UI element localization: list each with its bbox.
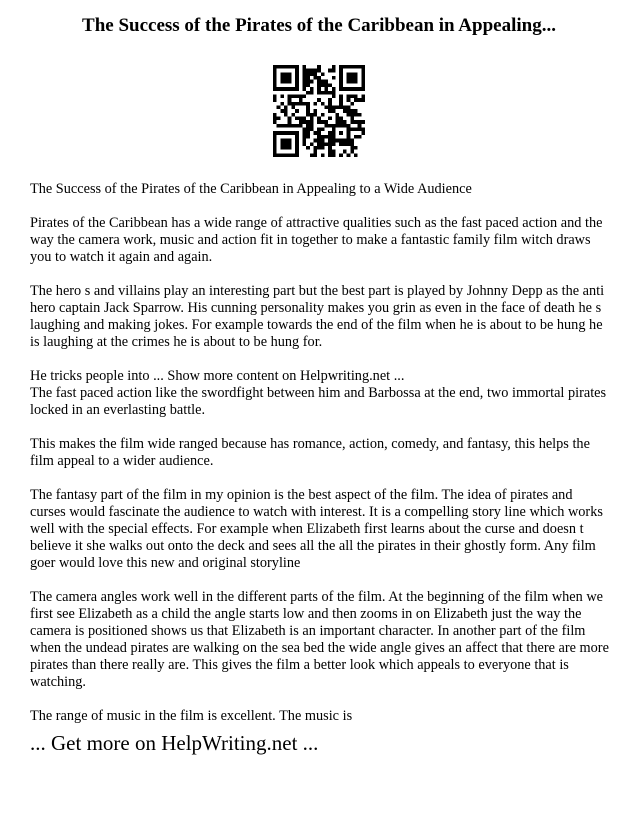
paragraph: This makes the film wide ranged because has romance, action, comedy, and fantasy, this helps the film appeal to a wider audience.	[30, 436, 590, 469]
paragraph: The fast paced action like the swordfight between him and Barbossa at the end, two immortal pirates locked in an everlasting battle.	[30, 385, 607, 418]
paragraph: The camera angles work well in the different parts of the film. At the beginning of the film when we first see Elizabeth as a child the angle starts low and then zooms in on Elizabeth just the way the camera is positioned shows us that Elizabeth is an important character. In another part of the film when the undead pirates are walking on the sea bed the wide angle gives an affect that there are more pirates than there really are. This gives the film a better look which appeals to everyone that is watching.	[30, 589, 609, 690]
qr-code-icon	[273, 65, 365, 157]
article-body	[30, 181, 610, 742]
document-title: The Success of the Pirates of the Caribbean in Appealing...	[82, 15, 556, 36]
get-more-link[interactable]: ... Get more on HelpWriting.net ...	[30, 731, 319, 755]
paragraph: The hero s and villains play an interesting part but the best part is played by Johnny Depp as the anti hero captain Jack Sparrow. His cunning personality makes you grin as even in the face of death he s laughing and making jokes. For example towards the end of the film when he is about to be hung he is laughing at the crimes he is about to be hung for.	[30, 283, 605, 350]
paragraph: Pirates of the Caribbean has a wide range of attractive qualities such as the fast paced action and the way the camera work, music and action fit in together to make a fantastic family film witch draws you to watch it again and again.	[30, 215, 603, 265]
show-more-link[interactable]: He tricks people into ... Show more content on Helpwriting.net ...	[30, 368, 405, 384]
article-heading: The Success of the Pirates of the Caribbean in Appealing to a Wide Audience	[30, 181, 472, 197]
paragraph: The fantasy part of the film in my opinion is the best aspect of the film. The idea of pirates and curses would fascinate the audience to watch with interest. It is a compelling story line which works well with the special effects. For example when Elizabeth first learns about the curse and doesn t believe it she walks out onto the deck and sees all the all the pirates in their ghostly form. Any film goer would love this new and original storyline	[30, 487, 603, 571]
paragraph: The range of music in the film is excellent. The music is	[30, 708, 353, 724]
